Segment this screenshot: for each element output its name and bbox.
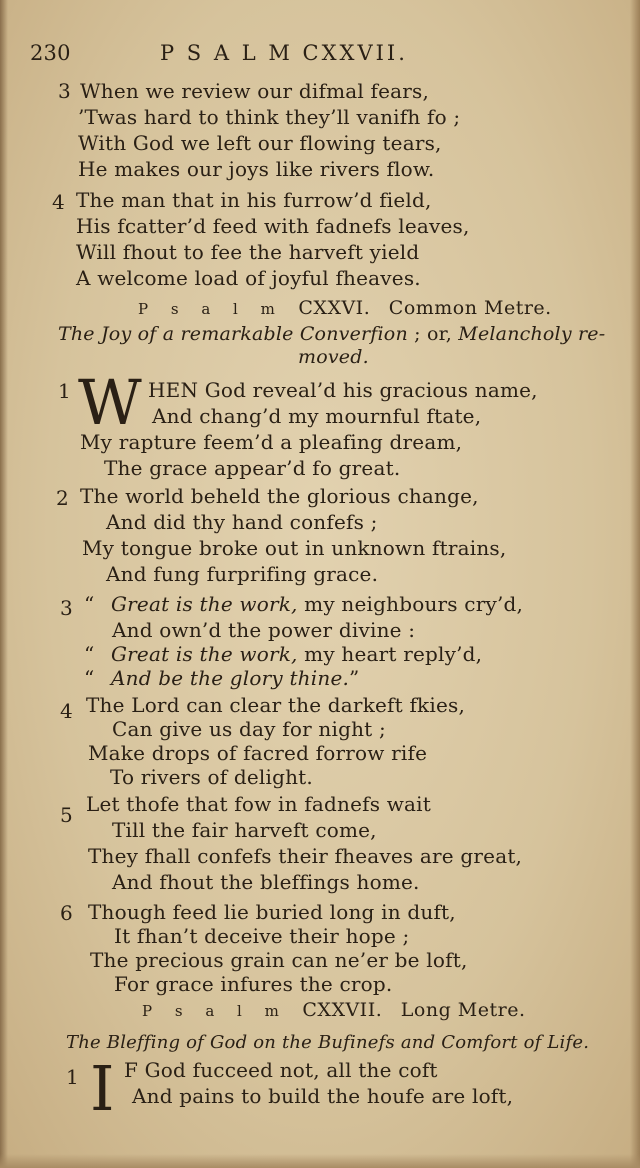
psalm-heading-label: P s a l m — [138, 300, 284, 318]
verse-line: F God fucceed not, all the coft — [124, 1058, 438, 1082]
verse-number: 2 — [56, 486, 69, 510]
verse-number: 1 — [58, 379, 71, 403]
verse-line: My tongue broke out in unknown ftrains, — [82, 536, 507, 560]
psalm-heading — [142, 997, 526, 1024]
verse-line: HEN God reveal’d his gracious name, — [148, 378, 538, 402]
verse-line: ’Twas hard to think they’ll vanifh fo ; — [78, 105, 461, 129]
verse-line: The precious grain can ne’er be loft, — [90, 948, 468, 972]
quoted-text: Great is the work, — [111, 642, 298, 666]
verse-line: To rivers of delight. — [110, 765, 313, 789]
psalm-heading-label: P s a l m — [142, 1002, 288, 1020]
verse-line: And fhout the bleffings home. — [112, 870, 420, 894]
verse-line: And chang’d my mournful ftate, — [152, 404, 482, 428]
open-quote: “ — [84, 642, 95, 666]
psalm-heading-metre: Common Metre. — [388, 297, 552, 319]
verse-line: His fcatter’d feed with fadnefs leaves, — [76, 214, 470, 238]
psalm-subtitle-main: The Joy of a remarkable Converfion — [58, 323, 408, 345]
verse-line: And own’d the power divine : — [112, 618, 416, 642]
verse-line-rest: my heart reply’d, — [297, 642, 483, 666]
page-edge-left — [0, 0, 8, 1168]
page-edge-right — [630, 0, 640, 1168]
verse-line: Till the fair harveft come, — [112, 818, 377, 842]
verse-number: 1 — [66, 1065, 79, 1089]
verse-line: They fhall confefs their fheaves are great, — [88, 844, 523, 868]
verse-line: With God we left our flowing tears, — [78, 131, 442, 155]
verse-line — [84, 591, 523, 617]
psalm-subtitle-continuation: moved. — [298, 346, 369, 368]
verse-number: 3 — [58, 79, 71, 103]
page-edge-bottom — [0, 1154, 640, 1168]
verse-line: The world beheld the glorious change, — [80, 484, 479, 508]
verse-line: It fhan’t deceive their hope ; — [114, 924, 410, 948]
verse-line: And fung furprifing grace. — [106, 562, 379, 586]
psalm-subtitle: The Bleffing of God on the Bufinefs and Comfort of Life. — [66, 1032, 590, 1053]
psalm-heading-number: CXXVI. — [298, 297, 371, 319]
verse-line: He makes our joys like rivers flow. — [78, 157, 435, 181]
running-head: P S A L M CXXVII. — [160, 41, 408, 65]
open-quote: “ — [84, 666, 95, 690]
verse-line: And pains to build the houfe are loft, — [132, 1084, 514, 1108]
verse-line: Can give us day for night ; — [112, 717, 386, 741]
verse-number: 5 — [60, 803, 73, 827]
verse-line: Let thofe that fow in fadnefs wait — [86, 792, 432, 816]
verse-number: 4 — [60, 699, 73, 723]
verse-number: 4 — [52, 190, 65, 214]
drop-cap: W — [78, 366, 142, 439]
verse-line: Will fhout to fee the harveft yield — [76, 240, 420, 264]
quoted-text: Great is the work, — [111, 592, 298, 616]
verse-line — [84, 641, 482, 667]
verse-number: 6 — [60, 901, 73, 925]
verse-line: For grace infures the crop. — [114, 972, 393, 996]
page-number: 230 — [30, 41, 71, 65]
verse-line: Though feed lie buried long in duft, — [88, 900, 456, 924]
verse-line: And did thy hand confefs ; — [106, 510, 378, 534]
verse-line: When we review our difmal fears, — [80, 79, 430, 103]
verse-line: Make drops of facred forrow rife — [88, 741, 428, 765]
open-quote: “ — [84, 592, 95, 616]
verse-line: My rapture feem’d a pleafing dream, — [80, 430, 463, 454]
verse-line — [84, 665, 359, 691]
verse-line: The man that in his furrow’d field, — [76, 188, 432, 212]
psalm-subtitle-alt: Melancholy re- — [458, 323, 606, 345]
close-quote: ” — [349, 666, 360, 690]
verse-number: 3 — [60, 596, 73, 620]
verse-line: The grace appear’d fo great. — [104, 456, 401, 480]
psalm-heading-metre: Long Metre. — [400, 999, 526, 1021]
psalm-heading — [138, 295, 552, 322]
verse-line-rest: my neighbours cry’d, — [297, 592, 524, 616]
psalm-subtitle-separator: ; or, — [407, 323, 459, 345]
verse-line: The Lord can clear the darkeft fkies, — [86, 693, 466, 717]
quoted-text: And be the glory thine. — [111, 666, 350, 690]
drop-cap: I — [90, 1052, 115, 1125]
verse-line: A welcome load of joyful fheaves. — [76, 266, 421, 290]
psalm-heading-number: CXXVII. — [302, 999, 383, 1021]
